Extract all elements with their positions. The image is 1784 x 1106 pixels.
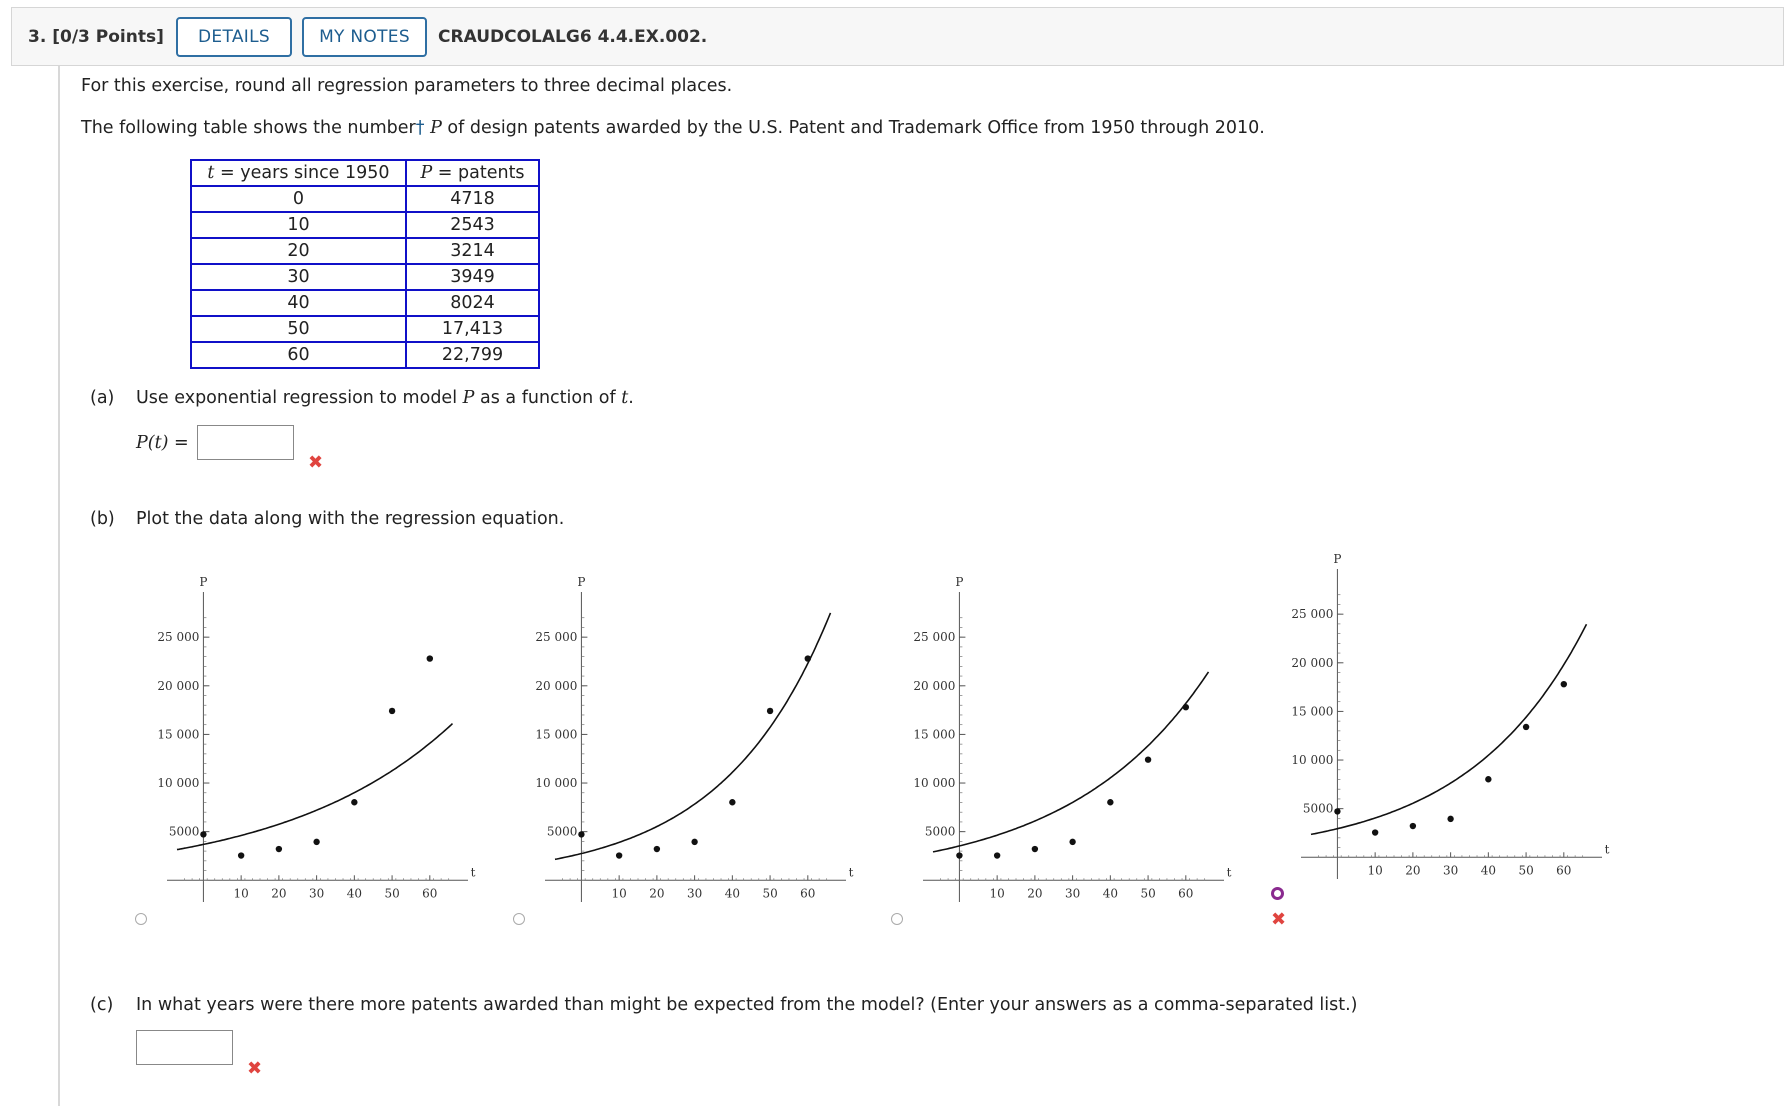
graph-option-3[interactable] — [886, 560, 1266, 930]
table-row: 30 3949 — [191, 264, 539, 290]
footnote-dagger-link[interactable]: † — [415, 118, 425, 138]
data-point — [994, 852, 1000, 858]
data-point — [1069, 839, 1075, 845]
y-tick-label: 15 000 — [1291, 704, 1334, 719]
y-axis-label: P — [577, 575, 586, 589]
y-tick-label: 15 000 — [913, 727, 956, 742]
y-tick-label: 10 000 — [157, 776, 200, 791]
my-notes-button[interactable]: MY NOTES — [302, 17, 427, 57]
data-point — [1447, 816, 1453, 822]
table-header-p: P = patents — [406, 160, 539, 186]
y-tick-label: 25 000 — [535, 630, 578, 645]
part-b-prompt: Plot the data along with the regression equation. — [136, 509, 565, 529]
y-tick-label: 25 000 — [913, 630, 956, 645]
data-point — [956, 852, 962, 858]
part-b-label: (b) — [90, 509, 115, 529]
data-point — [805, 655, 811, 661]
part-c-incorrect-icon: ✖ — [247, 1058, 263, 1079]
graph-option-3-radio[interactable] — [891, 913, 903, 925]
problem-code: CRAUDCOLALG6 4.4.EX.002. — [438, 27, 708, 47]
graph-option-2[interactable] — [508, 560, 888, 930]
y-tick-label: 20 000 — [1291, 655, 1334, 670]
y-tick-label: 10 000 — [913, 776, 956, 791]
data-point — [1523, 724, 1529, 730]
y-tick-label: 5000 — [1302, 801, 1334, 816]
question-left-border — [58, 66, 60, 1106]
instructions-text: For this exercise, round all regression parameters to three decimal places. — [81, 76, 733, 96]
y-tick-label: 25 000 — [1291, 607, 1334, 622]
y-tick-label: 15 000 — [157, 727, 200, 742]
question-header — [11, 7, 1784, 66]
part-c-answer-input[interactable] — [136, 1030, 233, 1065]
x-tick-label: 60 — [1178, 886, 1194, 901]
graph-option-1-radio[interactable] — [135, 913, 147, 925]
data-point — [238, 852, 244, 858]
x-axis-label: t — [470, 865, 476, 880]
details-button[interactable]: DETAILS — [176, 17, 292, 57]
graph-option-1[interactable] — [130, 560, 510, 930]
x-tick-label: 40 — [1102, 886, 1118, 901]
data-point — [313, 839, 319, 845]
graph-option-4[interactable] — [1264, 537, 1644, 907]
part-a-incorrect-icon: ✖ — [308, 452, 324, 473]
x-axis-label: t — [1604, 842, 1610, 857]
regression-curve — [933, 672, 1209, 852]
x-tick-label: 40 — [1480, 863, 1496, 878]
part-a-prompt: Use exponential regression to model P as a function of t. — [136, 388, 634, 408]
y-tick-label: 5000 — [168, 824, 200, 839]
table-header-row — [191, 160, 539, 186]
data-point — [578, 831, 584, 837]
x-tick-label: 20 — [649, 886, 665, 901]
table-intro-text: The following table shows the number† P of design patents awarded by the U.S. Patent and Trademark Office from 1950 through 2010. — [81, 118, 1265, 138]
regression-curve — [555, 613, 831, 859]
data-point — [389, 708, 395, 714]
y-tick-label: 15 000 — [535, 727, 578, 742]
x-tick-label: 10 — [233, 886, 249, 901]
y-tick-label: 10 000 — [535, 776, 578, 791]
question-number: 3. [0/3 Points] — [28, 27, 164, 47]
table-row: 0 4718 — [191, 186, 539, 212]
part-c-prompt: In what years were there more patents awarded than might be expected from the model? (Enter your answers as a comma-separated list.) — [136, 995, 1358, 1015]
x-tick-label: 20 — [1405, 863, 1421, 878]
x-tick-label: 30 — [308, 886, 325, 901]
part-a-label: (a) — [90, 388, 115, 408]
y-tick-label: 25 000 — [157, 630, 200, 645]
part-c-label: (c) — [90, 995, 114, 1015]
x-tick-label: 20 — [271, 886, 287, 901]
data-point — [276, 846, 282, 852]
y-tick-label: 20 000 — [157, 678, 200, 693]
x-tick-label: 60 — [1556, 863, 1572, 878]
x-tick-label: 50 — [384, 886, 400, 901]
y-axis-label: P — [1333, 552, 1342, 566]
part-a-answer-label: P(t) = — [136, 433, 189, 453]
part-a-answer-input[interactable] — [197, 425, 294, 460]
x-tick-label: 10 — [1367, 863, 1383, 878]
table-header-t: t = years since 1950 — [191, 160, 406, 186]
x-tick-label: 30 — [1064, 886, 1081, 901]
x-tick-label: 10 — [989, 886, 1005, 901]
data-point — [1561, 681, 1567, 687]
data-point — [1107, 799, 1113, 805]
y-tick-label: 5000 — [546, 824, 578, 839]
data-point — [691, 839, 697, 845]
x-axis-label: t — [848, 865, 854, 880]
y-axis-label: P — [199, 575, 208, 589]
data-point — [616, 852, 622, 858]
data-point — [1145, 756, 1151, 762]
y-tick-label: 10 000 — [1291, 753, 1334, 768]
table-row: 20 3214 — [191, 238, 539, 264]
x-tick-label: 60 — [422, 886, 438, 901]
data-point — [1410, 823, 1416, 829]
data-point — [1372, 829, 1378, 835]
table-row: 60 22,799 — [191, 342, 539, 368]
x-tick-label: 20 — [1027, 886, 1043, 901]
y-tick-label: 20 000 — [913, 678, 956, 693]
x-tick-label: 40 — [346, 886, 362, 901]
x-tick-label: 50 — [1518, 863, 1534, 878]
y-tick-label: 5000 — [924, 824, 956, 839]
x-tick-label: 50 — [762, 886, 778, 901]
table-row: 40 8024 — [191, 290, 539, 316]
x-tick-label: 30 — [1442, 863, 1459, 878]
part-b-incorrect-icon: ✖ — [1271, 909, 1287, 930]
x-tick-label: 10 — [611, 886, 627, 901]
data-point — [1334, 808, 1340, 814]
y-tick-label: 20 000 — [535, 678, 578, 693]
table-row: 10 2543 — [191, 212, 539, 238]
data-point — [427, 655, 433, 661]
table-row: 50 17,413 — [191, 316, 539, 342]
graph-option-2-radio[interactable] — [513, 913, 525, 925]
y-axis-label: P — [955, 575, 964, 589]
regression-curve — [177, 724, 453, 850]
data-point — [1032, 846, 1038, 852]
x-tick-label: 50 — [1140, 886, 1156, 901]
x-tick-label: 60 — [800, 886, 816, 901]
data-point — [1485, 776, 1491, 782]
data-point — [351, 799, 357, 805]
x-tick-label: 40 — [724, 886, 740, 901]
data-point — [729, 799, 735, 805]
x-axis-label: t — [1226, 865, 1232, 880]
patents-table — [190, 159, 540, 369]
regression-curve — [1311, 624, 1587, 834]
data-point — [200, 831, 206, 837]
x-tick-label: 30 — [686, 886, 703, 901]
data-point — [1183, 704, 1189, 710]
data-point — [654, 846, 660, 852]
graph-option-4-radio-selected[interactable] — [1271, 887, 1284, 900]
data-point — [767, 708, 773, 714]
